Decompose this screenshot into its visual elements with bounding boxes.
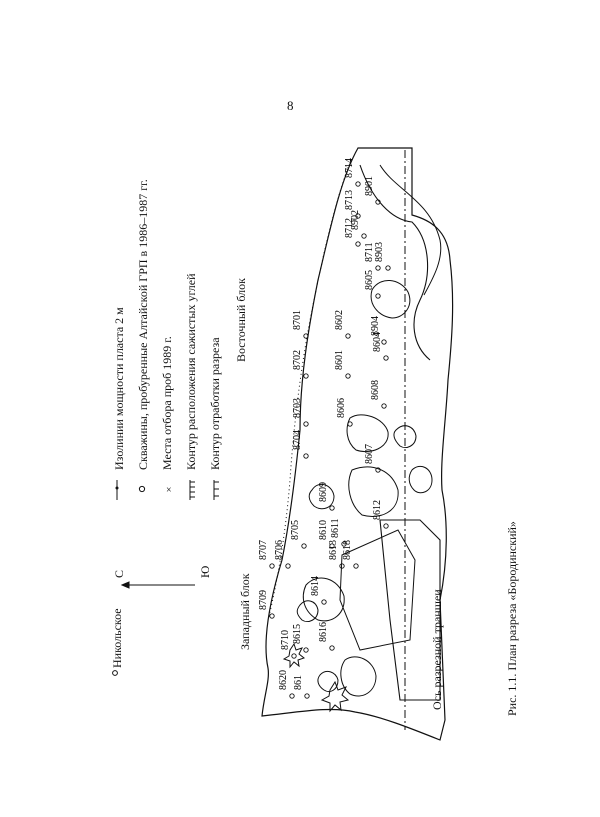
borehole-marker [376,266,380,270]
borehole-label: 8602 [334,310,345,330]
borehole-label: 8612 [372,500,383,520]
borehole-marker [384,356,388,360]
borehole-marker [384,524,388,528]
borehole-label: 8713 [344,190,355,210]
borehole-marker [302,544,306,548]
borehole-label: 8711 [364,242,375,262]
borehole-marker [290,694,294,698]
borehole-label: 8702 [292,350,303,370]
borehole-label: 8608 [370,380,381,400]
borehole-label: 8601 [334,350,345,370]
borehole-marker [304,454,308,458]
boreholes [258,158,390,698]
borehole-marker [304,422,308,426]
page-number: 8 [287,98,294,113]
borehole-label: 8611 [330,518,341,538]
borehole-marker [330,506,334,510]
legend-pit-contour-label: Контур отработки разреза [208,337,222,470]
borehole-marker [304,374,308,378]
borehole-label: 8705 [290,520,301,540]
legend-borehole-label: Скважины, пробуренные Алтайской ГРП в 1986–1987 гг. [136,179,150,470]
west-block-label: Западный блок [238,573,252,650]
borehole-label: 8706 [274,540,285,560]
borehole-label: 8901 [364,176,375,196]
borehole-label: 8606 [336,398,347,418]
borehole-label: 8709 [258,590,269,610]
borehole-marker [322,600,326,604]
legend-isoline-label: Изолинии мощности пласта 2 м [112,307,126,470]
borehole-marker [356,182,360,186]
borehole-marker [382,404,386,408]
borehole-label: 8614 [310,576,321,596]
village-label: Никольское [110,608,124,668]
east-block-label: Восточный блок [234,278,248,362]
borehole-label: 8703 [292,398,303,418]
borehole-marker [348,422,352,426]
borehole-label: 8714 [344,158,355,178]
borehole-marker [270,564,274,568]
borehole-label: 8605 [364,270,375,290]
borehole-marker [356,242,360,246]
legend-sample-label: Места отбора проб 1989 г. [160,336,174,470]
borehole-marker [376,294,380,298]
borehole-marker [376,200,380,204]
borehole-marker [305,694,309,698]
south-label: Ю [198,565,212,578]
borehole-marker [292,654,296,658]
borehole-label: 8704 [292,430,303,450]
cross-icon: × [166,485,172,496]
borehole-label: 8613 [328,540,339,560]
borehole-label: 8902 [350,210,361,230]
borehole-marker [354,564,358,568]
borehole-marker [362,234,366,238]
trench-axis-label: Ось разрезной траншеи [430,589,444,710]
borehole-label: 8616 [318,622,329,642]
borehole-marker [304,648,308,652]
borehole-label: 8604 [372,332,383,352]
borehole-marker [286,564,290,568]
borehole-label: 8707 [258,540,269,560]
borehole-marker [304,334,308,338]
borehole-marker [340,564,344,568]
borehole-label: 8618 [342,540,353,560]
borehole-marker [330,646,334,650]
borehole-marker [346,374,350,378]
borehole-marker [346,334,350,338]
borehole-label: 8610 [318,520,329,540]
legend-coal-contour-label: Контур расположения сажистых углей [184,273,198,470]
borehole-marker [270,614,274,618]
borehole-label: 8904 [370,316,381,336]
borehole-label: 8710 [280,630,291,650]
borehole-marker [386,266,390,270]
borehole-label: 8712 [344,218,355,238]
borehole-label: 8615 [292,624,303,644]
north-label: С [112,569,126,578]
borehole-label: 861 [293,675,304,690]
borehole-label: 8609 [318,482,329,502]
borehole-marker [376,468,380,472]
borehole-label: 8701 [292,310,303,330]
borehole-label: 8607 [364,444,375,464]
figure-caption: Рис. 1.1. План разреза «Бородинский» [505,521,519,716]
borehole-label: 8620 [278,670,289,690]
borehole-label: 8903 [374,242,385,262]
